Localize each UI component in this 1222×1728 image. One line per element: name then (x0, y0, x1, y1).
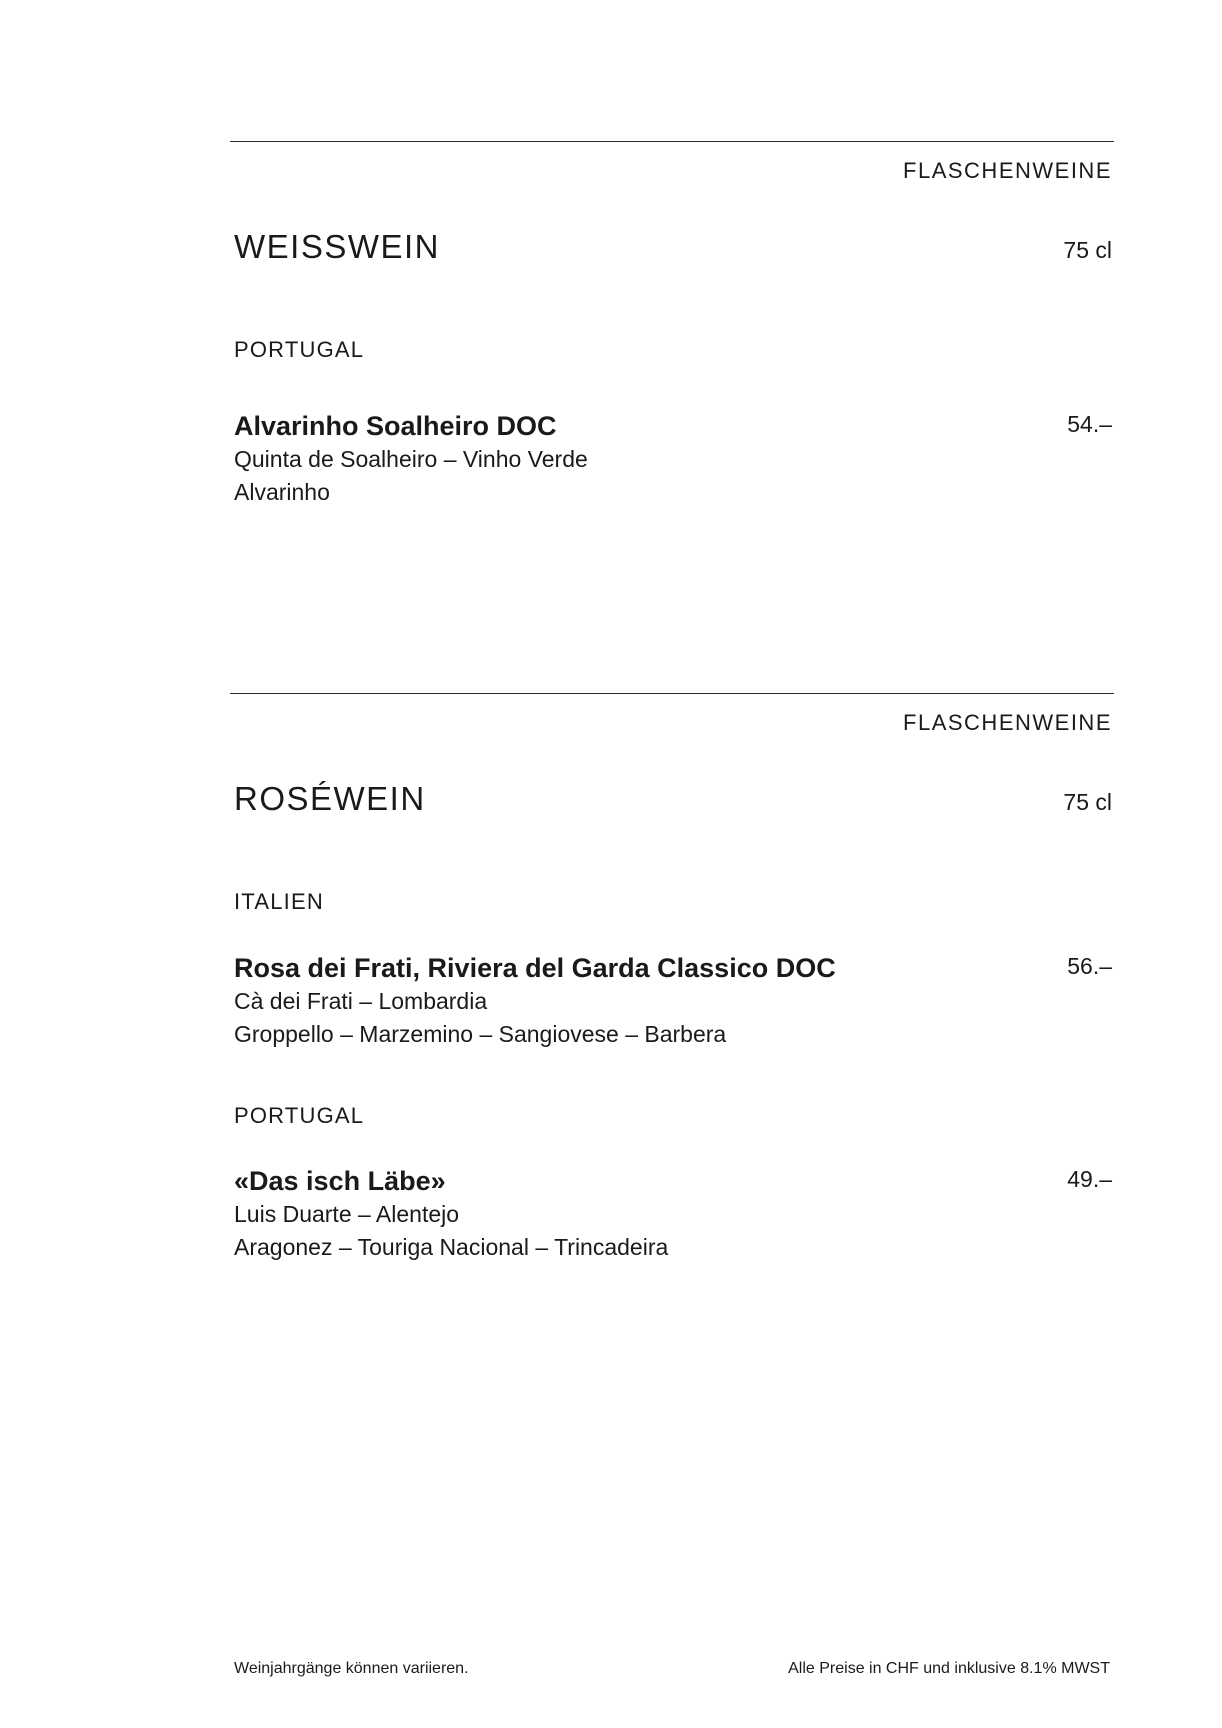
region-heading: ITALIEN (234, 889, 324, 914)
wine-price: 54.– (1067, 411, 1112, 437)
wine-grapes: Groppello – Marzemino – Sangiovese – Barbera (234, 1021, 727, 1047)
wine-name: Rosa dei Frati, Riviera del Garda Classico DOC (234, 953, 836, 983)
wine-price: 56.– (1067, 953, 1112, 979)
section-divider (230, 141, 1114, 142)
region-heading: PORTUGAL (234, 337, 365, 362)
wine-price: 49.– (1067, 1166, 1112, 1192)
section-title: WEISSWEIN (234, 228, 441, 265)
wine-item (234, 1164, 1112, 1264)
wine-item (234, 951, 1112, 1051)
footer-vintage-note: Weinjahrgänge können variieren. (234, 1660, 469, 1677)
wine-producer: Luis Duarte – Alentejo (234, 1201, 460, 1227)
section-category: FLASCHENWEINE (903, 158, 1112, 183)
wine-producer: Cà dei Frati – Lombardia (234, 988, 488, 1014)
section-volume: 75 cl (1063, 237, 1112, 263)
wine-name: «Das isch Läbe» (234, 1166, 446, 1196)
region-heading: PORTUGAL (234, 1103, 365, 1128)
footer-price-note: Alle Preise in CHF und inklusive 8.1% MWST (788, 1660, 1110, 1677)
wine-item (234, 409, 1112, 509)
section-volume: 75 cl (1063, 789, 1112, 815)
wine-producer: Quinta de Soalheiro – Vinho Verde (234, 446, 588, 472)
wine-grapes: Aragonez – Touriga Nacional – Trincadeira (234, 1234, 669, 1260)
section-category: FLASCHENWEINE (903, 710, 1112, 735)
section-divider (230, 693, 1114, 694)
wine-name: Alvarinho Soalheiro DOC (234, 411, 557, 441)
wine-grapes: Alvarinho (234, 479, 330, 505)
section-title: ROSÉWEIN (234, 780, 426, 817)
